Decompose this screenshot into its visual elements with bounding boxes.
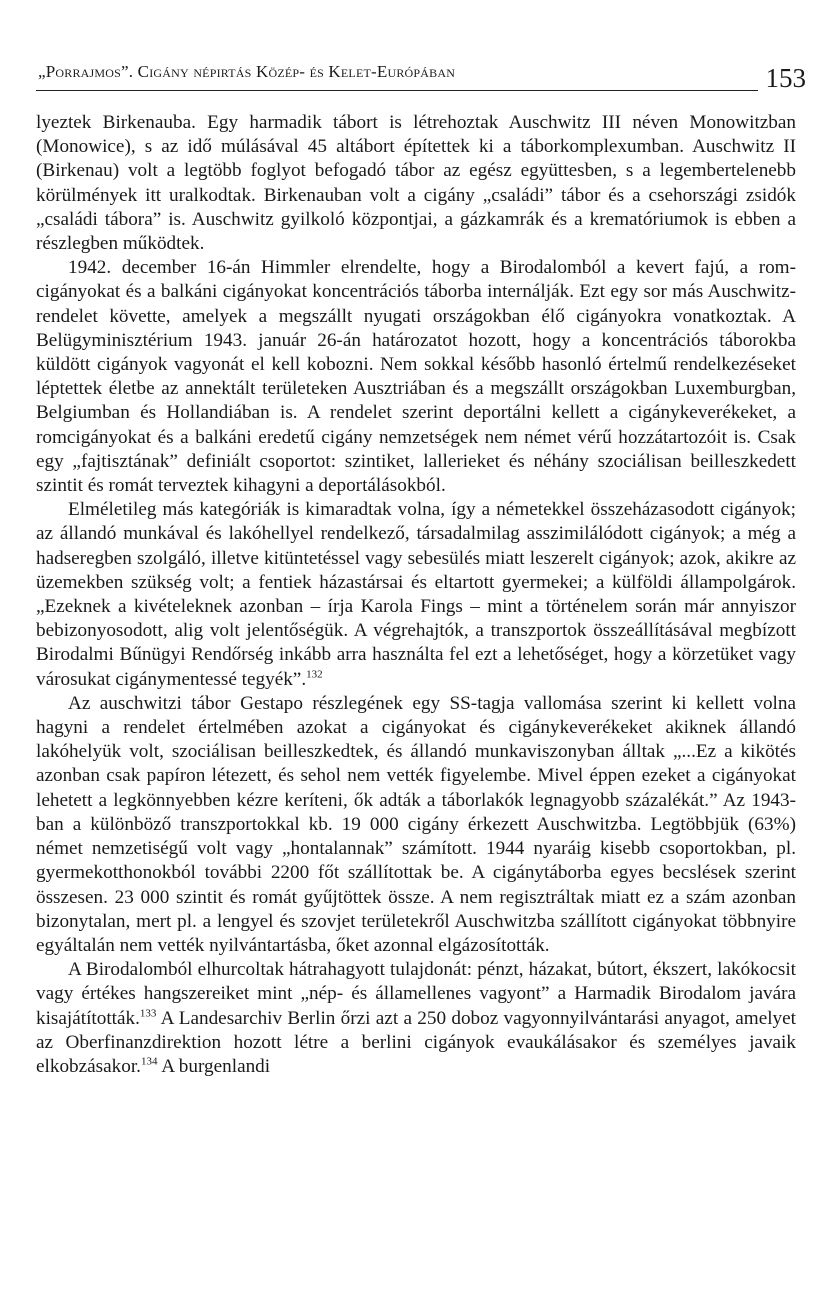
paragraph: 1942. december 16-án Himmler elrendelte, hogy a Birodalomból a kevert fajú, a rom-cigányokat és a balkáni cigányokat koncentrációs táborba internálják. Ezt egy sor más Auschwitz-rendelet követte, amelyek a megszállt nyugati országokban élő cigányokra vonatkoztak. A Belügyminisztérium 1943. január 26-án határozatot hozott, hogy a koncentrációs táborokba küldött cigányok vagyonát el kell kobozni. Nem sokkal később hasonló értelmű rendelkezéseket léptettek életbe az annektált területeken Ausztriában és a megszállt országokban Luxemburgban, Belgiumban és Hollandiában is. A rendelet szerint deportálni kellett a cigánykeverékeket, a romcigányokat és a balkáni eredetű cigány nemzetségek nem német vérű hozzátartozóit is. Csak egy „fajtisztának” definiált csoportot: szintiket, lallerieket és néhány szociálisan beilleszkedett szintit és romát terveztek kihagyni a deportálásokból. [36,257,796,497]
page-number: 153 [758,60,807,96]
running-title: „Porrajmos”. Cigány népirtás Közép- és Kelet-Európában [38,62,456,81]
paragraph: lyeztek Birkenauba. Egy harmadik tábort is létrehoztak Auschwitz III néven Monowitzban (Monowice), s az idő múlásával 45 altábort építettek ki a táborkomplexumban. Auschwitz II (Birkenau) volt a legtöbb foglyot befogadó tábor az egész együttesben, s a legembertelenebb körülmények itt uralkodtak. Birkenauban volt a cigány „családi” tábor és a csehországi zsidók „családi tábora” is. Auschwitz gyilkoló központjai, a gázkamrák és a krematóriumok is ebben a részlegben működtek. [36,112,796,255]
footnote-ref: 132 [306,668,323,681]
paragraph: Az auschwitzi tábor Gestapo részlegének egy SS-tagja vallomása szerint ki kellett volna hagyni a rendelet értelmében azokat a cigányokat és cigánykeverékeket akiknek állandó lakóhelyük volt, szociálisan beilleszkedtek, és állandó munkaviszonyban álltak „...Ez a kikötés azonban csak papíron létezett, és sehol nem vették figyelembe. Mivel éppen ezeket a cigányokat lehetett a legkönnyebben kézre keríteni, ők adták a táborlakók legnagyobb százalékát.” Az 1943-ban a különböző transzportokkal kb. 19 000 cigány érkezett Auschwitzba. Legtöbbjük (63%) német nemzetiségű volt vagy „hontalannak” számított. 1944 nyaráig kisebb csoportokban, pl. gyermekotthonokból további 2200 főt szállítottak be. A cigánytáborba egyes becslések szerint összesen. 23 000 szintit és romát gyűjtöttek össze. A nem regisztráltak miatt ez a szám azonban bizonytalan, mert pl. a lengyel és szovjet területekről Auschwitzba szállított cigányokat többnyire egyáltalán nem vették nyilvántartásba, őket azonnal elgázosították. [36,692,796,956]
paragraph: A Birodalomból elhurcoltak hátrahagyott tulajdonát: pénzt, házakat, bútort, ékszert, lakókocsit vagy értékes hangszereiket mint „nép- és államellenes vagyont” a Harmadik Birodalom javára kisajátították.$^{133}$ A Landesarchiv Berlin őrzi azt a 250 doboz vagyonnyilvántarási anyagot, amelyet az Oberfinanzdirektion hozott létre a berlini cigányok evaukálásakor és személyes javaik elkobzásakor.$^{134}$ A burgenlandi [36,959,796,1077]
footnote-ref: 133 [139,1007,157,1020]
running-header [36,52,806,93]
book-page [36,52,806,1079]
footnote-ref: 134 [140,1055,158,1068]
body-text [36,111,796,1079]
paragraph: Elméletileg más kategóriák is kimaradtak volna, így a németekkel összeházasodott cigányok; az állandó munkával és lakóhellyel rendelkező, társadalmilag asszimilálódott cigányok; a még a hadseregben szolgáló, illetve kitüntetéssel vagy sebesülés miatt leszerelt cigányok; azok, akikre az üzemekben szükség volt; a fentiek házastársai és eltartott gyermekei; a külföldi állampolgárok. „Ezeknek a kivételeknek azonban – írja Karola Fings – mint a történelem során már annyiszor bebizonyosodott, alig volt jelentőségük. A végrehajtók, a transzportok összeállításával megbízott Birodalmi Bűnügyi Rendőrség inkább arra használta fel ezt a lehetőséget, hogy a körzetüket vagy városukat cigánymentessé tegyék”.$^{132}$ [36,499,796,690]
